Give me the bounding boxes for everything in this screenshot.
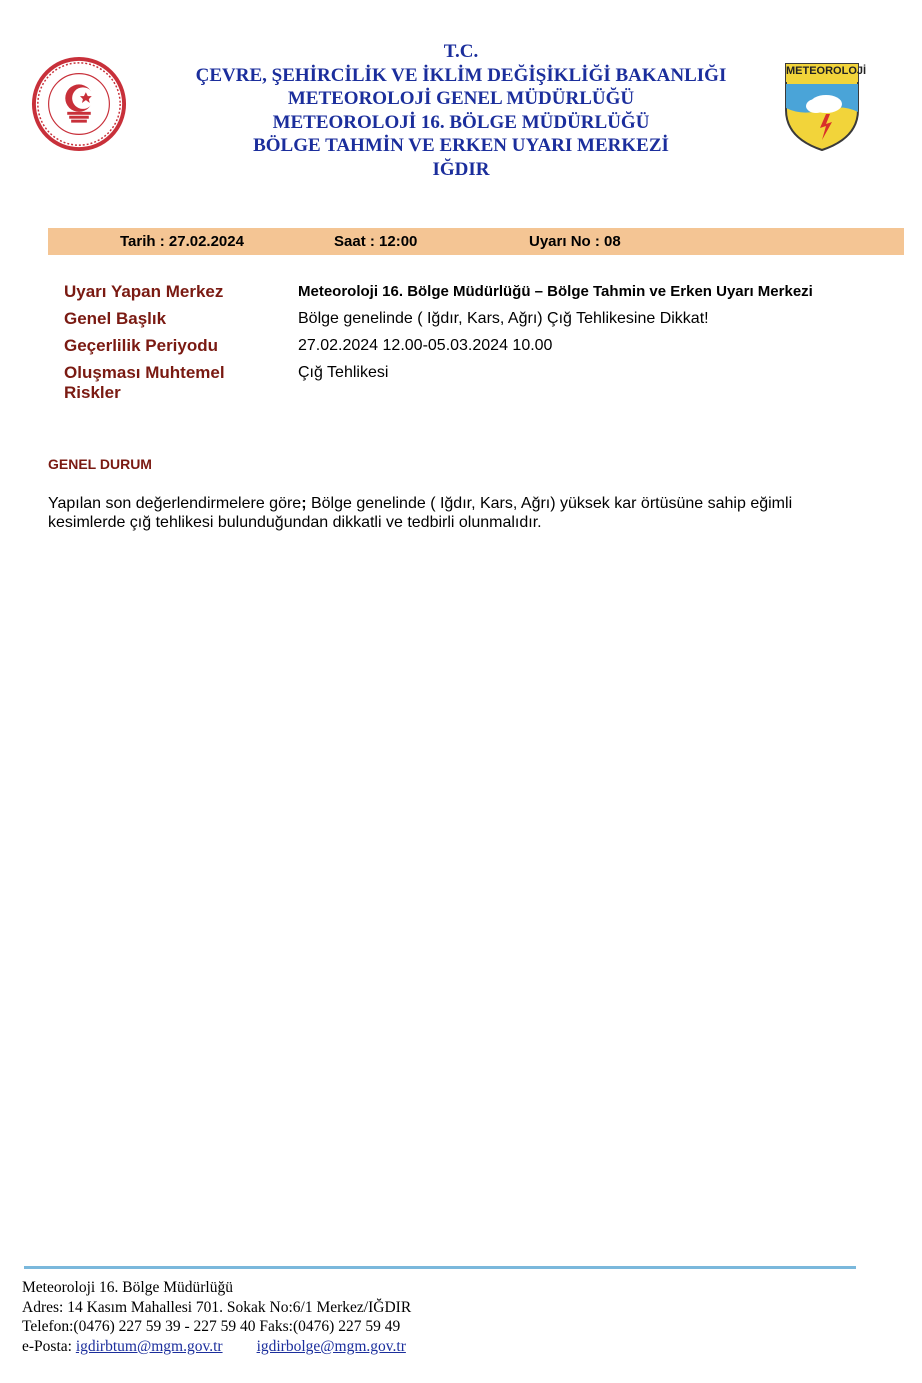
header-tc: T.C. <box>443 41 479 62</box>
header-directorate: METEOROLOJİ GENEL MÜDÜRLÜĞÜ <box>287 88 635 109</box>
footer-divider <box>24 1266 856 1269</box>
footer-address: Adres: 14 Kasım Mahallesi 701. Sokak No:6/1 Merkez/IĞDIR <box>22 1298 412 1316</box>
general-text-part-b: Bölge genelinde ( Iğdır, Kars, Ağrı) yüksek kar örtüsüne sahip eğimli kesimlerde çığ tehlikesi bulunduğundan dikkatli ve tedbirli olunmalıdır. <box>48 495 793 531</box>
warning-time: Saat : 12:00 <box>334 233 418 250</box>
center-value: Meteoroloji 16. Bölge Müdürlüğü – Bölge Tahmin ve Erken Uyarı Merkezi <box>298 283 813 300</box>
risks-label: Oluşması Muhtemel Riskler <box>64 363 225 402</box>
footer-contact <box>22 1278 411 1356</box>
email-link-igdirbolge[interactable]: igdirbolge@mgm.gov.tr <box>256 1337 406 1355</box>
footer-phone: Telefon:(0476) 227 59 39 - 227 59 40 Faks:(0476) 227 59 49 <box>22 1318 401 1335</box>
general-text-separator: ; <box>301 495 307 512</box>
warning-details <box>64 282 894 407</box>
header-center: BÖLGE TAHMİN VE ERKEN UYARI MERKEZİ <box>253 135 669 156</box>
footer-office: Meteoroloji 16. Bölge Müdürlüğü <box>22 1279 233 1296</box>
email-link-igdirbtum[interactable]: igdirbtum@mgm.gov.tr <box>75 1337 223 1355</box>
period-label: Geçerlilik Periyodu <box>64 336 219 355</box>
warning-info-bar <box>48 228 904 255</box>
general-situation-text <box>48 495 868 532</box>
header-regional: METEOROLOJİ 16. BÖLGE MÜDÜRLÜĞÜ <box>272 111 650 133</box>
title-value: Bölge genelinde ( Iğdır, Kars, Ağrı) Çığ Tehlikesine Dikkat! <box>298 310 709 327</box>
title-label: Genel Başlık <box>64 309 167 328</box>
letterhead <box>0 40 922 181</box>
warning-number: Uyarı No : 08 <box>529 233 621 250</box>
warning-date: Tarih : 27.02.2024 <box>120 233 244 250</box>
footer-email-row <box>22 1337 411 1357</box>
risks-value: Çığ Tehlikesi <box>298 364 389 381</box>
detail-row-center <box>64 282 894 309</box>
general-text-part-a: Yapılan son değerlendirmelere göre <box>48 495 302 512</box>
detail-row-title <box>64 309 894 336</box>
footer-email-label: e-Posta: <box>22 1337 76 1355</box>
general-situation-title: GENEL DURUM <box>48 456 152 472</box>
period-value: 27.02.2024 12.00-05.03.2024 10.00 <box>298 337 553 354</box>
meteoroloji-logo-text: METEOROLOJİ <box>786 65 867 77</box>
detail-row-period <box>64 336 894 363</box>
center-label: Uyarı Yapan Merkez <box>64 282 224 301</box>
header-city: IĞDIR <box>432 158 490 180</box>
detail-row-risks <box>64 363 894 407</box>
header-ministry: ÇEVRE, ŞEHİRCİLİK VE İKLİM DEĞİŞİKLİĞİ BAKANLIĞI <box>195 64 727 86</box>
